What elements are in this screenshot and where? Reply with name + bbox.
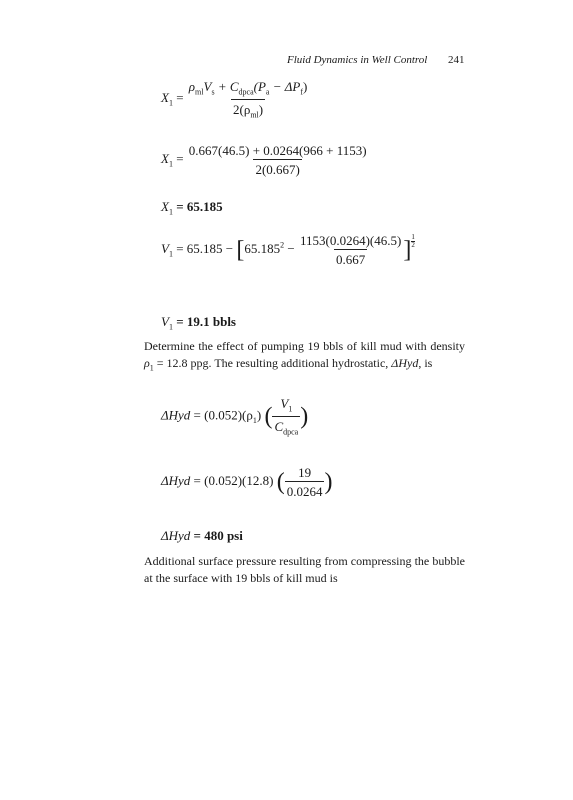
page-number: 241 [448, 54, 465, 66]
equation-x1-result: $X_1 = 65.185$ [161, 199, 223, 217]
paragraph-kill-mud: Determine the effect of pumping 19 bbls of kill mud with density $\rho_1 = 12.8$ ppg. The resulting additional hydrostatic, ΔHyd, is [144, 339, 465, 373]
fraction: $\frac{V_1}{C_{dpca}}$ [274, 396, 299, 437]
equation-x1-substituted: $X_1$ = $\frac{0.667(46.5) + 0.0264(966 + 1153)}{2(0.667)}$ [161, 143, 367, 177]
equation-v1-result: $V_1 = 19.1$ bbls [161, 314, 236, 332]
equation-v1-formula: $V_1 = 65.185 - [65.185^2$ − $\frac{1153(0.0264)(46.5)}{0.667}$ ] $^{\frac{1}{2}}$ [161, 233, 415, 268]
running-title: Fluid Dynamics in Well Control [287, 54, 428, 66]
equation-dhyd-substituted: ΔHyd = (0.052)(12.8) ( $\frac{19}{0.0264}$ ) [161, 465, 333, 499]
exponent-half: 1 2 [411, 233, 415, 249]
fraction: $\frac{\rho_{ml}V_s + C_{dpca}(P_a - \Delta P_f)}{2(\rho_{ml})}$ [188, 79, 308, 120]
equation-dhyd-formula: $\Delta Hyd = (0.052)(\rho_1)$ ( $\frac{V_1}{C_{dpca}}$ ) [161, 396, 309, 437]
equation-x1-formula: $X_1$ = $\frac{\rho_{ml}V_s + C_{dpca}(P_a - \Delta P_f)}{2(\rho_{ml})}$ [161, 79, 308, 120]
fraction: $\frac{0.667(46.5) + 0.0264(966 + 1153)}{2(0.667)}$ [188, 143, 367, 177]
paragraph-surface-pressure: Additional surface pressure resulting from compressing the bubble at the surface with 19 bbls of kill mud is [144, 554, 465, 585]
fraction: $\frac{19}{0.0264}$ [286, 465, 323, 499]
equation-dhyd-result: ΔHyd = 480 psi [161, 528, 243, 543]
fraction: $\frac{1153(0.0264)(46.5)}{0.667}$ [299, 233, 402, 268]
